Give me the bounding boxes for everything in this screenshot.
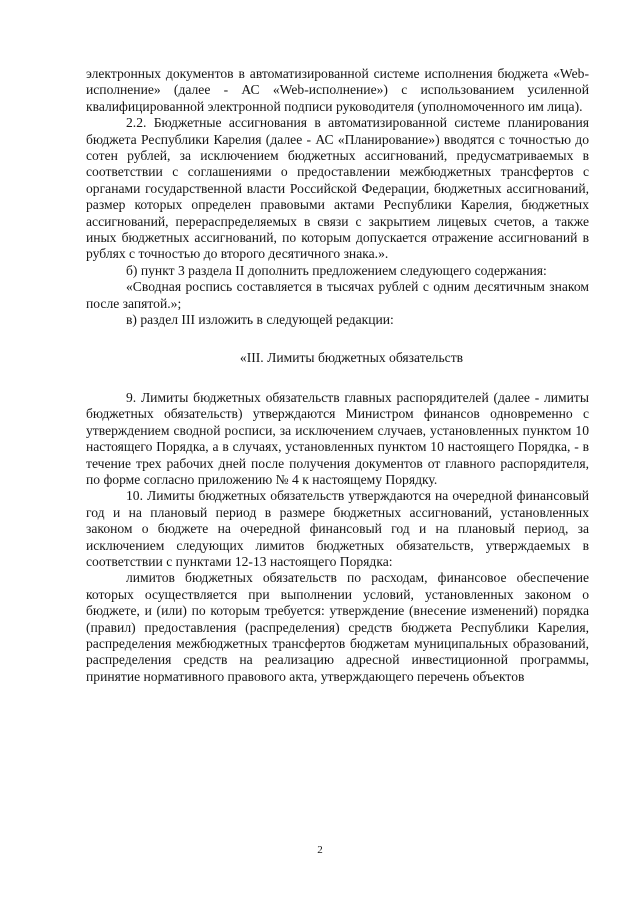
page-number: 2 — [317, 844, 323, 856]
paragraph-limits-list: лимитов бюджетных обязательств по расходам, финансовое обеспечение которых осуществляется при выполнении условий, установленных законом о бюджете, и (или) по которым требуется: утверждение (внесение изменений) порядка (правил) предоставления (распределения) средств бюджета Республики Карелия, распределения межбюджетных трансфертов бюджетам муниципальных образований, распределения средств на реализацию адресной инвестиционной программы, принятие нормативного правового акта, утверждающего перечень объектов — [86, 570, 589, 684]
paragraph-continuation: электронных документов в автоматизированной системе исполнения бюджета «Web-исполнение» (далее - АС «Web-исполнение») с использованием усиленной квалифицированной электронной подписи руководителя (уполномоченного им лица). — [86, 66, 589, 114]
paragraph-item-b: б) пункт 3 раздела II дополнить предложением следующего содержания: — [126, 262, 547, 278]
section-heading: «III. Лимиты бюджетных обязательств — [239, 349, 464, 365]
paragraph-quote: «Сводная роспись составляется в тысячах рублей с одним десятичным знаком после запятой.»; — [86, 279, 589, 311]
paragraph-10: 10. Лимиты бюджетных обязательств утверждаются на очередной финансовый год и на плановый период в размере бюджетных ассигнований, установленных законом о бюджете на очередной финансовый год и на плановый период, за исключением следующих лимитов бюджетных обязательств, утверждаемых в соответствии с пунктами 12-13 настоящего Порядка: — [86, 488, 589, 569]
paragraph-item-v: в) раздел III изложить в следующей редакции: — [126, 312, 394, 328]
paragraph-9: 9. Лимиты бюджетных обязательств главных распорядителей (далее - лимиты бюджетных обязательств) утверждаются Министром финансов одновременно с утверждением сводной росписи, за исключением случаев, установленных пунктом 10 настоящего Порядка, а в случаях, установленных пунктом 10 настоящего Порядка, - в течение трех рабочих дней после получения документов от главного распорядителя, по форме согласно приложению № 4 к настоящему Порядку. — [86, 389, 589, 487]
paragraph-2-2: 2.2. Бюджетные ассигнования в автоматизированной системе планирования бюджета Республики Карелия (далее - АС «Планирование») вводятся с точностью до сотен рублей, за исключением бюджетных ассигнований, предусматриваемых в соответствии с соглашениями о предоставлении межбюджетных трансфертов с органами государственной власти Российской Федерации, бюджетных ассигнований, размер которых определен правовыми актами Республики Карелия, бюджетных ассигнований, перераспределяемых в связи с закрытием лицевых счетов, а также иных бюджетных ассигнований, по которым допускается отражение ассигнований в рублях с точностью до второго десятичного знака.». — [86, 115, 589, 262]
document-body — [86, 66, 589, 685]
